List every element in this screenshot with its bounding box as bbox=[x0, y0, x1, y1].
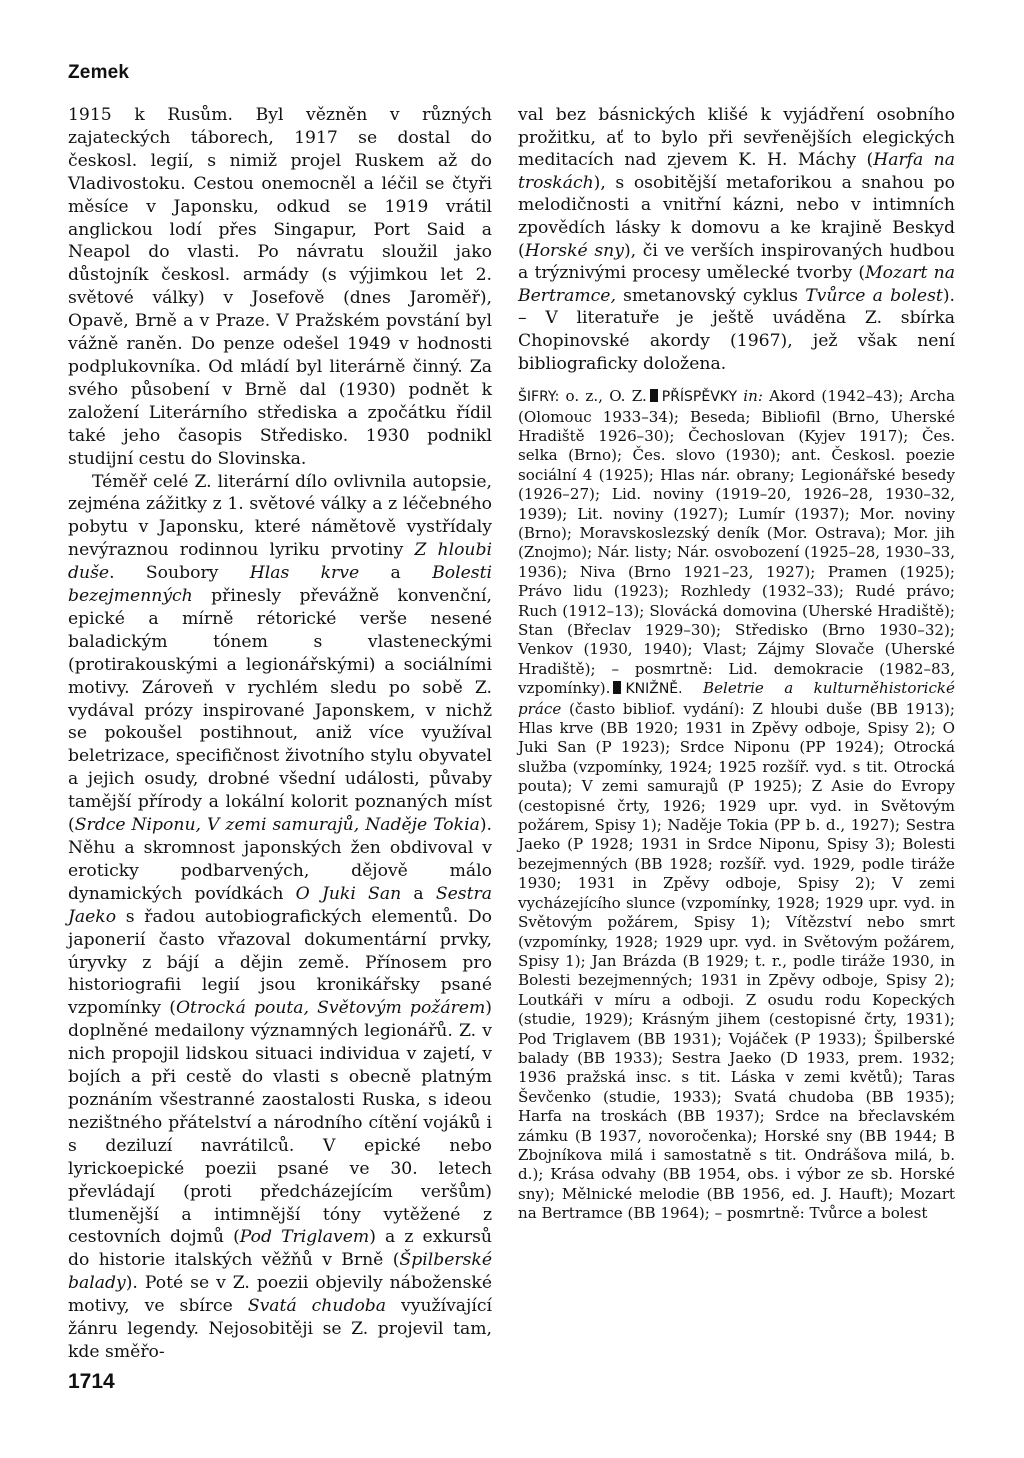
right-column bbox=[518, 104, 955, 1224]
knizne-label: KNIŽNĚ. bbox=[625, 681, 683, 698]
title-memoirs: Otrocká pouta, Světovým požárem bbox=[175, 998, 486, 1019]
section-marker-icon bbox=[650, 389, 658, 402]
knizne-heading: Beletrie a kulturněhistorické práce bbox=[518, 679, 955, 718]
continuation-paragraph: val bez básnických klišé k vyjádření osobního prožitku, ať to bylo při sevřenějších elegických meditacích nad zjevem K. H. Máchy (Harfa na troskách), s osobitější metaforikou a snahou po melodičnosti a vnitřní kázni, nebo v intimních zpovědích lásky k domovu a ke krajině Beskyd (Horské sny), či ve verších inspirovaných hudbou a trýznivými procesy umělecké tvorby (Mozart na Bertramce, smetanovský cyklus Tvůrce a bolest). – V literatuře je ještě uváděna Z. sbírka Chopinovské akordy (1967), jež však není bibliograficky doložena. bbox=[518, 105, 955, 374]
biography-paragraph: 1915 k Rusům. Byl vězněn v různých zajateckých táborech, 1917 se dostal do českosl. legií, s nimiž projel Ruskem až do Vladivostoku. Cestou onemocněl a léčil se čtyři měsíce v Japonsku, odkud se 1919 vrátil anglickou lodí přes Singapur, Port Said a Neapol do vlasti. Po návratu sloužil jako důstojník českosl. armády (s výjimkou let 2. světové války) v Josefově (dnes Jaroměř), Opavě, Brně a v Praze. V Pražském povstání byl vážně raněn. Do penze odešel 1949 v hodnosti podplukovníka. Od mládí byl literárně činný. Za svého působení v Brně dal (1930) podnět k založení Literárního střediska a zpočátku řídil také jeho časopis Středisko. 1930 podnikl studijní cestu do Slovinska. bbox=[68, 105, 492, 469]
knizne-text: (často bibliof. vydání): Z hloubi duše (BB 1913); Hlas krve (BB 1920; 1931 in Zpěvy odboje, Spisy 2); O Juki San (P 1923); Srdce Niponu (PP 1924); Otrocká služba (vzpomínky, 1924; 1925 rozšíř. vyd. s tit. Otrocká pouta); V zemi samurajů (P 1925); Z Asie do Evropy (cestopisné črty, 1926; 1929 upr. vyd. in Světovým požárem, Spisy 1); Naděje Tokia (PP b. d., 1927); Sestra Jaeko (P 1928; 1931 in Srdce Niponu, Spisy 3); Bolesti bezejmenných (BB 1928; rozšíř. vyd. 1929, podle tiráže 1930; 1931 in Zpěvy odboje, Spisy 2); V zemi vycházejícího slunce (vzpomínky, 1928; 1929 upr. vyd. in Světovým požárem, Spisy 1); Vítězství nebo smrt (vzpomínky, 1928; 1929 upr. vyd. in Světovým požárem, Spisy 1); Jan Brázda (B 1929; t. r., podle tiráže 1930, in Bolesti bezejmenných; 1931 in Zpěvy odboje, Spisy 2); Loutkáři v míru a odboji. Z osudu rodu Kopeckých (studie, 1929); Krásným jihem (cestopisné črty, 1931); Pod Triglavem (BB 1931); Vojáček (P 1933); Špilberské balady (BB 1933); Sestra Jaeko (D 1933, prem. 1932; 1936 pražská insc. s tit. Láska v zemi květů); Taras Ševčenko (studie, 1933); Svatá chudoba (BB 1935); Harfa na troskách (BB 1937); Srdce na břeclavském zámku (B 1937, novoročenka); Horské sny (BB 1944; B Zbojníkova milá i samostatně s tit. Ondrášova milá, b. d.); Krása odvahy (BB 1954, obs. i výbor ze sb. Horské sny); Mělnické melodie (BB 1956, ed. J. Hauft); Mozart na Bertramce (BB 1964); – posmrtně: Tvůrce a bolest bbox=[518, 699, 955, 1223]
prispevky-label: PŘÍSPĚVKY bbox=[661, 389, 738, 406]
title-tvurce-a-bolest: Tvůrce a bolest bbox=[805, 285, 943, 306]
prispevky-text: Akord (1942–43); Archa (Olomouc 1933–34); Beseda; Bibliofil (Brno, Uherské Hradiště 1926–30); Čechoslovan (Kyjev 1917); Čes. selka (Brno); Čes. slovo (1930); ant. Českosl. poezie sociální 4 (1925); Hlas nár. obrany; Legionářské besedy (1926–27); Lid. noviny (1919–20, 1926–28, 1930–32, 1939); Lit. noviny (1927); Lumír (1937); Mor. noviny (Brno); Moravskoslezský deník (Mor. Ostrava); Mor. jih (Znojmo); Nár. listy; Nár. osvobození (1925–28, 1930–33, 1936); Niva (Brno 1921–23, 1927); Pramen (1925); Právo lidu (1923); Rozhledy (1932–33); Rudé právo; Ruch (1912–13); Slovácká domovina (Uherské Hradiště); Stan (Břeclav 1929–30); Středisko (Brno 1930–32); Venkov (1930, 1940); Vlast; Zájmy Slovače (Uherské Hradiště); – posmrtně: Lid. demokracie (1982–83, vzpomínky). bbox=[518, 387, 955, 698]
title-pod-triglavem: Pod Triglavem bbox=[239, 1227, 370, 1248]
sifry-label: ŠIFRY: bbox=[518, 389, 560, 406]
sifry-text: o. z., O. Z. bbox=[559, 387, 647, 406]
title-hlas-krve: Hlas krve bbox=[249, 563, 360, 584]
title-o-juki-san: O Juki San bbox=[295, 883, 402, 904]
section-marker-icon bbox=[613, 681, 621, 694]
title-bolesti-bezejmennych: Bolesti bezejmenných bbox=[68, 563, 493, 607]
running-head: Zemek bbox=[68, 62, 130, 83]
literary-analysis-paragraph: Téměř celé Z. literární dílo ovlivnila autopsie, zejména zážitky z 1. světové války a z léčebného pobytu v Japonsku, které námětově vystřídaly nevýraznou rodinnou lyriku prvotiny Z hloubi duše. Soubory Hlas krve a Bolesti bezejmenných přinesly převážně konvenční, epické a mírně rétorické verše nesené baladickým tónem s vlasteneckými (protirakouskými a legionářskými) a sociálními motivy. Zároveň v rychlém sledu po sobě Z. vydával prózy inspirované Japonskem, v nichž se pokoušel postihnout, aniž více využíval beletrizace, specifičnost životního stylu obyvatel a jejich osudy, drobné všední události, půvaby tamější přírody a lokální kolorit poznaných míst (Srdce Niponu, V zemi samurajů, Naděje Tokia). Něhu a skromnost japonských žen obdivoval v eroticky podbarvených, dějově málo dynamických povídkách O Juki San a Sestra Jaeko s řadou autobiografických elementů. Do japonerií často vřazoval dokumentární prvky, úryvky z bájí a dějin země. Přínosem pro historiografii legií jsou kronikářsky psané vzpomínky (Otrocká pouta, Světovým požárem) doplněné medailony významných legionářů. Z. v nich propojil lidskou situaci individua v zajetí, v bojích a při cestě do vlasti s obecně platným poznáním všestranné zaostalosti Ruska, s ideou nezištného přátelství a národního cítění vojáků i s deziluzí navrátilců. V epické nebo lyrickoepické poezii psané ve 30. letech převládají (proti předcházejícím veršům) tlumenější a intimnější tóny vytěžené z cestovních dojmů (Pod Triglavem) a z exkursů do historie italských věžňů v Brně (Špilberské balady). Poté se v Z. poezii objevily náboženské motivy, ve sbírce Svatá chudoba využívající žánru legendy. Nejosobitěji se Z. projevil tam, kde směřo- bbox=[68, 471, 493, 1362]
in-label: in: bbox=[743, 387, 763, 406]
title-svata-chudoba: Svatá chudoba bbox=[247, 1296, 387, 1317]
left-column bbox=[68, 104, 492, 1364]
title-horske-sny: Horské sny bbox=[524, 240, 624, 261]
bibliography-section bbox=[518, 387, 955, 1223]
title-sestra-jaeko: Sestra Jaeko bbox=[68, 883, 492, 927]
page-number: 1714 bbox=[68, 1370, 115, 1393]
title-spilberske-balady: Špilberské balady bbox=[68, 1250, 492, 1294]
title-z-hloubi-duse: Z hloubi duše bbox=[68, 540, 492, 584]
title-harfa-na-troskach: Harfa na troskách bbox=[518, 150, 955, 193]
title-japanese-prose: Srdce Niponu, V zemi samurajů, Naděje Tokia bbox=[74, 815, 480, 836]
title-mozart-na-bertramce: Mozart na Bertramce, bbox=[518, 263, 955, 306]
